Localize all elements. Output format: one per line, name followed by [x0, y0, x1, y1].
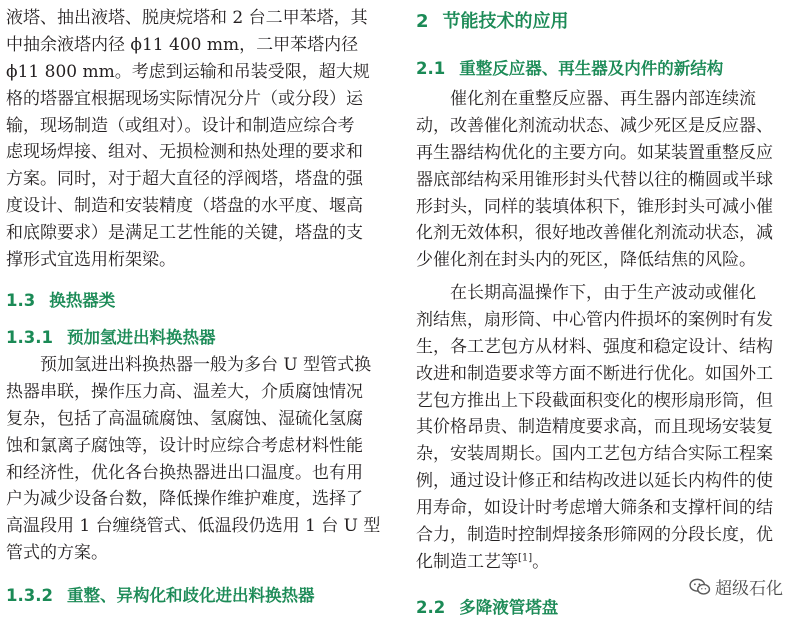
text-line: 虑现场焊接、组对、无损检测和热处理的要求和 [6, 142, 363, 163]
text-line: 度设计、制造和安装精度（塔盘的水平度、堰高 [6, 196, 363, 217]
text-line: 化剂无效体积，很好地改善催化剂流动状态，减 [416, 223, 773, 244]
text-line: 在长期高温操作下，由于生产波动或催化 [450, 283, 756, 303]
section-number: 2.2 [416, 598, 446, 617]
text-line: 复杂，包括了高温硫腐蚀、氢腐蚀、湿硫化氢腐 [6, 408, 363, 429]
watermark [689, 574, 783, 599]
text-line: ϕ11 800 mm。考虑到运输和吊装受限，超大规 [6, 61, 370, 82]
section-heading-1-3-2 [6, 582, 314, 606]
text-line: 蚀和氯离子腐蚀等，设计时应综合考虑材料性能 [6, 435, 363, 456]
section-title: 换热器类 [49, 291, 116, 310]
section-title: 重整、异构化和歧化进出料换热器 [66, 586, 315, 605]
section-heading-2 [416, 7, 569, 33]
text-line: 再生器结构优化的主要方向。如某装置重整反应 [416, 142, 773, 163]
text-line: 器底部结构采用锥形封头代替以往的椭圆或半球 [416, 169, 773, 190]
text-line: 生，各工艺包方从材料、强度和稳定设计、结构 [416, 336, 773, 357]
text-line: 其价格昂贵、制造精度要求高，而且现场安装复 [416, 417, 773, 438]
section-heading-2-2 [416, 594, 558, 618]
text-line: 热器串联，操作压力高、温差大，介质腐蚀情况 [6, 381, 363, 402]
section-number: 2.1 [416, 59, 446, 78]
text-line: 例，通过设计修正和结构改进以延长内构件的使 [416, 471, 773, 492]
text-line: 少催化剂在封头内的死区，降低结焦的风险。 [416, 250, 756, 271]
text-line: 用寿命，如设计时考虑增大筛条和支撑杆间的结 [416, 498, 773, 519]
text-line: 管式的方案。 [6, 543, 108, 564]
left-paragraph-1 [6, 5, 383, 274]
text-line: 艺包方推出上下段截面积变化的楔形扇形筒，但 [416, 390, 773, 411]
section-number: 1.3 [6, 291, 36, 310]
section-number: 1.3.1 [6, 328, 53, 347]
text-line: 形封头，同样的装填体积下，锥形封头可减小催 [416, 196, 773, 217]
section-heading-2-1 [416, 55, 723, 79]
section-number: 1.3.2 [6, 586, 53, 605]
text-line: 撑形式宜选用桁架梁。 [6, 250, 176, 271]
watermark-text: 超级石化 [715, 579, 783, 599]
text-line: 液塔、抽出液塔、脱庚烷塔和 2 台二甲苯塔，其 [6, 8, 368, 28]
text-line: 方案。同时，对于超大直径的浮阀塔，塔盘的强 [6, 169, 363, 190]
text-line: 输，现场制造（或组对）。设计和制造应综合考 [6, 115, 355, 136]
left-paragraph-2 [6, 352, 383, 567]
text-line: 催化剂在重整反应器、再生器内部连续流 [450, 89, 756, 109]
text-line: 和经济性，优化各台换热器进出口温度。也有用 [6, 462, 363, 483]
text-line: 改进和制造要求等方面不断进行优化。如国外工 [416, 363, 773, 384]
text-fragment: 。 [532, 551, 550, 572]
section-number: 2 [416, 11, 429, 32]
section-title: 节能技术的应用 [442, 11, 569, 32]
text-line: 高温段用 1 台缠绕管式、低温段仍选用 1 台 U 型 [6, 516, 381, 537]
text-line: 合力，制造时控制焊接条形筛网的分段长度，优 [416, 525, 773, 546]
section-title: 重整反应器、再生器及内件的新结构 [459, 59, 724, 78]
text-line: 格的塔器宜根据现场实际情况分片（或分段）运 [6, 88, 363, 109]
text-line: 杂，安装周期长。国内工艺包方结合实际工程案 [416, 444, 773, 465]
text-line: 和底隙要求）是满足工艺性能的关键，塔盘的支 [6, 223, 363, 244]
text-line: 动，改善催化剂流动状态、减少死区是反应器、 [416, 115, 773, 136]
section-title: 预加氢进出料换热器 [66, 328, 216, 347]
section-heading-1-3-1 [6, 324, 215, 348]
citation-ref[interactable]: [1] [518, 552, 533, 564]
text-fragment: 化制造工艺等 [416, 551, 518, 572]
text-line-last [416, 549, 791, 576]
text-line: 剂结焦，扇形筒、中心管内件损坏的案例时有发 [416, 309, 773, 330]
right-paragraph-1 [416, 86, 791, 274]
text-line: 户为减少设备台数，降低操作维护难度，选择了 [6, 489, 363, 510]
text-line: 预加氢进出料换热器一般为多台 U 型管式换 [40, 355, 372, 375]
section-title: 多降液管塔盘 [459, 598, 559, 617]
right-paragraph-2 [416, 280, 791, 576]
section-heading-1-3 [6, 287, 115, 311]
text-line: 中抽余液塔内径 ϕ11 400 mm，二甲苯塔内径 [6, 34, 359, 55]
wechat-logo-icon [689, 578, 711, 596]
